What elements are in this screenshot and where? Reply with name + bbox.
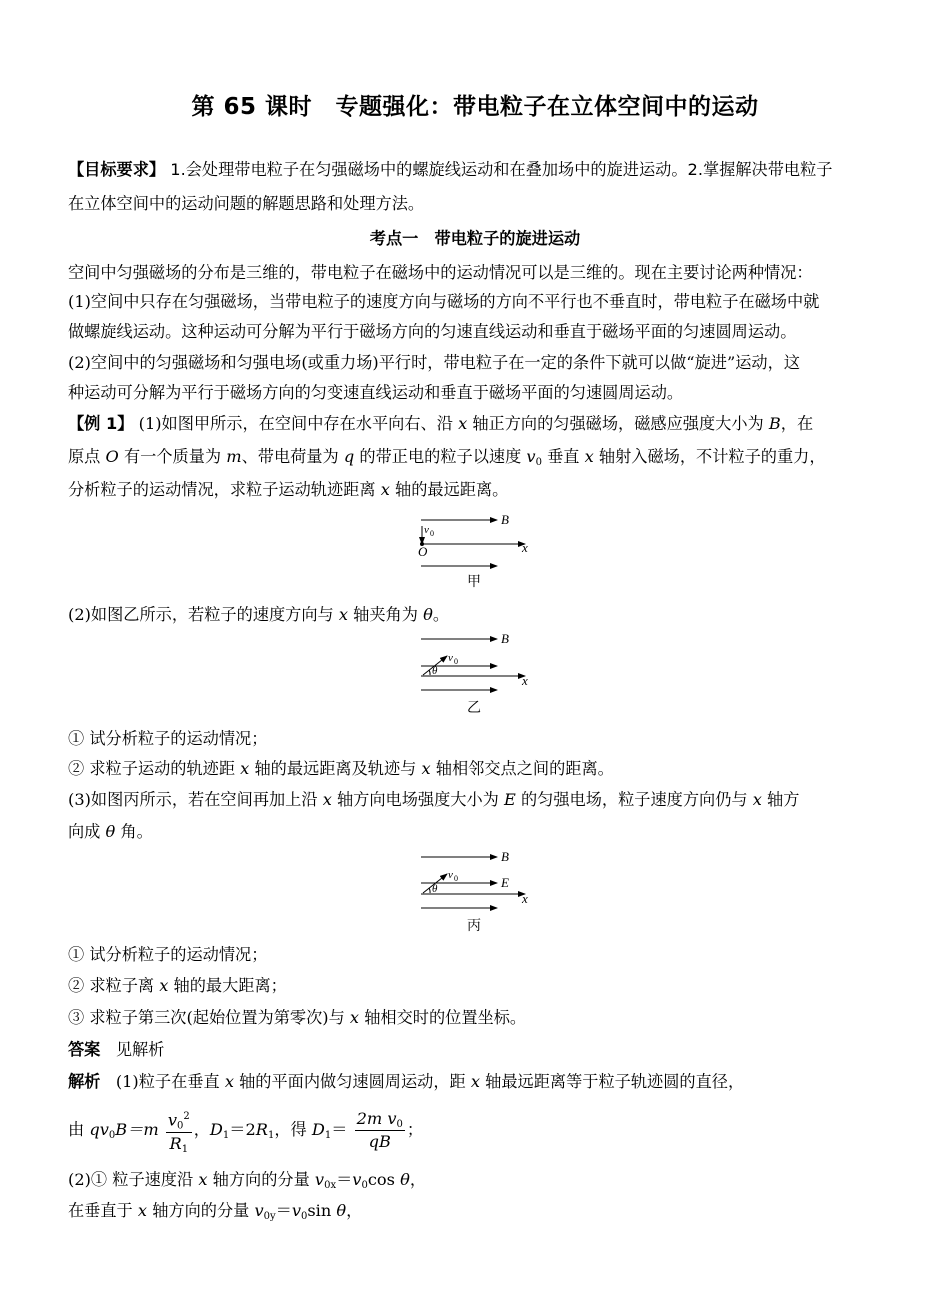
text: 轴射入磁场，不计粒子的重力， bbox=[593, 447, 826, 466]
label-x: x bbox=[522, 891, 528, 906]
symbol-x: x bbox=[322, 790, 332, 809]
text: 、带电荷量为 bbox=[241, 447, 344, 466]
text: ，得 bbox=[274, 1120, 312, 1139]
analysis-equation bbox=[68, 1104, 898, 1156]
text: 由 bbox=[68, 1120, 90, 1139]
subscript: 0 bbox=[535, 457, 542, 468]
label-theta: θ bbox=[432, 883, 438, 895]
figure-jia bbox=[405, 508, 545, 594]
angle-arc bbox=[429, 888, 430, 893]
text: ， bbox=[409, 1170, 427, 1189]
goal-label: 【目标要求】 bbox=[68, 160, 166, 179]
symbol-qv: qv bbox=[89, 1120, 109, 1139]
subscript: 1 bbox=[267, 1130, 275, 1141]
intro-line-3: 做螺旋线运动。这种运动可分解为平行于磁场方向的匀速直线运动和垂直于磁场平面的匀速圆周运动。 bbox=[68, 322, 797, 341]
symbol-2mv: 2m v bbox=[356, 1109, 397, 1128]
text: 轴相交时的位置坐标。 bbox=[359, 1008, 527, 1027]
example-p2-q2 bbox=[68, 759, 898, 779]
symbol-theta: θ bbox=[423, 605, 433, 624]
text: (2)如图乙所示，若粒子的速度方向与 bbox=[68, 605, 339, 624]
goal-line-1 bbox=[68, 160, 898, 180]
text: 轴的平面内做匀速圆周运动，距 bbox=[233, 1072, 471, 1091]
caption-bing: 丙 bbox=[467, 919, 481, 934]
text: ② 求粒子离 bbox=[68, 976, 160, 995]
symbol-v: v bbox=[167, 1110, 177, 1130]
text: 轴夹角为 bbox=[348, 605, 424, 624]
text: (2)① 粒子速度沿 bbox=[68, 1170, 199, 1189]
subscript: 1 bbox=[222, 1130, 230, 1141]
symbol-x: x bbox=[349, 1008, 360, 1027]
text: (1)粒子在垂直 bbox=[115, 1072, 225, 1091]
text: ， bbox=[346, 1201, 363, 1220]
text: 有一个质量为 bbox=[118, 447, 227, 466]
text: 轴相邻交点之间的距离。 bbox=[430, 759, 614, 778]
label-v0-sub: 0 bbox=[454, 657, 458, 666]
text: 轴的最大距离； bbox=[168, 976, 287, 995]
text: 轴的最远距离。 bbox=[389, 480, 509, 499]
intro-line-1: 空间中匀强磁场的分布是三维的，带电粒子在磁场中的运动情况可以是三维的。现在主要讨论两种情况： bbox=[68, 263, 813, 282]
symbol-theta: θ bbox=[400, 1170, 410, 1189]
angle-arc bbox=[429, 670, 430, 675]
text: ＝ bbox=[331, 1120, 348, 1139]
text: 角。 bbox=[115, 822, 153, 841]
example-p3-line-2 bbox=[68, 822, 898, 842]
text: ，在 bbox=[780, 414, 814, 433]
intro-line-5: 种运动可分解为平行于磁场方向的匀变速直线运动和垂直于磁场平面的匀速圆周运动。 bbox=[68, 383, 684, 402]
example-p2-q1: ① 试分析粒子的运动情况； bbox=[68, 729, 268, 748]
answer-line bbox=[68, 1040, 898, 1060]
text: 轴方向的分量 bbox=[147, 1201, 255, 1220]
symbol-m: m bbox=[226, 447, 242, 466]
subscript: 0 bbox=[176, 1120, 184, 1132]
goal-text-1: 1.会处理带电粒子在匀强磁场中的螺旋线运动和在叠加场中的旋进运动。2.掌握解决带电粒子 bbox=[170, 160, 833, 179]
page-title: 第 65 课时 专题强化：带电粒子在立体空间中的运动 bbox=[191, 94, 759, 120]
symbol-q: q bbox=[343, 447, 355, 466]
symbol-x: x bbox=[224, 1072, 234, 1091]
label-theta: θ bbox=[432, 665, 438, 677]
subscript: 0 bbox=[396, 1119, 403, 1130]
label-v0-sub: 0 bbox=[430, 529, 434, 538]
text: 轴方向的分量 bbox=[207, 1170, 315, 1189]
label-v0: v bbox=[448, 652, 453, 664]
answer-label: 答案 bbox=[68, 1040, 101, 1059]
example-p1-line-2 bbox=[68, 447, 898, 467]
subscript: 0 bbox=[300, 1211, 308, 1222]
symbol-v: v bbox=[352, 1170, 362, 1189]
symbol-D: D bbox=[209, 1120, 223, 1139]
label-O: O bbox=[418, 544, 428, 559]
symbol-qB: qB bbox=[368, 1132, 391, 1151]
figure-yi bbox=[405, 628, 545, 720]
label-v0: v bbox=[448, 869, 453, 881]
symbol-x: x bbox=[421, 759, 431, 778]
subscript: 1 bbox=[181, 1143, 189, 1155]
text: cos bbox=[367, 1170, 401, 1189]
goal-line-2: 在立体空间中的运动问题的解题思路和处理方法。 bbox=[68, 194, 425, 213]
symbol-theta: θ bbox=[105, 822, 116, 841]
symbol-x: x bbox=[752, 790, 762, 809]
text: ， bbox=[193, 1120, 210, 1139]
text: ； bbox=[406, 1120, 424, 1139]
text: 在垂直于 bbox=[68, 1201, 138, 1220]
symbol-x: x bbox=[159, 976, 169, 995]
text: 的匀强电场，粒子速度方向仍与 bbox=[515, 790, 753, 809]
symbol-x: x bbox=[380, 480, 390, 499]
example-p3-q1: ① 试分析粒子的运动情况； bbox=[68, 945, 268, 964]
text: 分析粒子的运动情况，求粒子运动轨迹距离 bbox=[68, 480, 381, 499]
caption-yi: 乙 bbox=[467, 701, 481, 716]
text: 的带正电的粒子以速度 bbox=[354, 447, 527, 466]
label-v0: v bbox=[424, 524, 429, 536]
symbol-Bm: B＝m bbox=[115, 1120, 159, 1139]
caption-jia: 甲 bbox=[467, 575, 481, 590]
symbol-x: x bbox=[470, 1072, 481, 1091]
text: ＝ bbox=[336, 1170, 353, 1189]
label-x: x bbox=[522, 673, 528, 688]
symbol-x: x bbox=[240, 759, 250, 778]
example-p2-line bbox=[68, 605, 898, 625]
analysis-line-3 bbox=[68, 1170, 898, 1190]
symbol-x: x bbox=[198, 1170, 208, 1189]
symbol-x: x bbox=[137, 1201, 148, 1220]
figure-bing bbox=[405, 846, 545, 938]
symbol-E: E bbox=[504, 790, 516, 809]
numerator bbox=[355, 1108, 405, 1131]
symbol-v: v bbox=[314, 1170, 325, 1189]
example-p3-line-1 bbox=[68, 790, 898, 810]
subscript: 0y bbox=[263, 1211, 276, 1222]
label-B: B bbox=[501, 631, 509, 646]
denominator bbox=[166, 1133, 192, 1155]
symbol-theta: θ bbox=[336, 1201, 347, 1220]
label-E: E bbox=[501, 875, 509, 890]
example-p1-line-1 bbox=[68, 414, 898, 434]
superscript: 2 bbox=[183, 1111, 190, 1123]
subscript: 0x bbox=[324, 1180, 337, 1191]
analysis-label: 解析 bbox=[68, 1072, 101, 1091]
text: ② 求粒子运动的轨迹距 bbox=[68, 759, 241, 778]
symbol-x: x bbox=[584, 447, 594, 466]
analysis-line-1 bbox=[68, 1072, 898, 1092]
text: ＝ bbox=[275, 1201, 292, 1220]
example-label: 【例 1】 bbox=[68, 414, 134, 433]
section-heading: 考点一 带电粒子的旋进运动 bbox=[369, 229, 581, 248]
label-B: B bbox=[501, 849, 509, 864]
text: 轴最远距离等于粒子轨迹圆的直径， bbox=[480, 1072, 745, 1091]
example-p1-line-3 bbox=[68, 480, 898, 500]
text: 轴正方向的匀强磁场，磁感应强度大小为 bbox=[467, 414, 769, 433]
example-p3-q2 bbox=[68, 976, 898, 996]
answer-text: 见解析 bbox=[115, 1040, 165, 1059]
label-x: x bbox=[522, 540, 528, 555]
intro-line-2: (1)空间中只存在匀强磁场，当带电粒子的速度方向与磁场的方向不平行也不垂直时，带电粒子在磁场中就 bbox=[68, 292, 820, 311]
symbol-x: x bbox=[338, 605, 349, 624]
text: 原点 bbox=[68, 447, 106, 466]
symbol-v: v bbox=[526, 447, 536, 466]
text: ＝2 bbox=[229, 1120, 256, 1139]
intro-line-4: (2)空间中的匀强磁场和匀强电场(或重力场)平行时，带电粒子在一定的条件下就可以做“旋进”运动，这 bbox=[68, 353, 800, 372]
symbol-O: O bbox=[105, 447, 119, 466]
fraction-2mv0-over-qB bbox=[355, 1108, 405, 1153]
symbol-D: D bbox=[311, 1120, 325, 1139]
text: sin bbox=[307, 1201, 337, 1220]
text: 垂直 bbox=[541, 447, 585, 466]
example-p3-q3 bbox=[68, 1008, 898, 1028]
symbol-x: x bbox=[458, 414, 468, 433]
denominator bbox=[355, 1131, 405, 1153]
symbol-R: R bbox=[255, 1120, 268, 1139]
text: 向成 bbox=[68, 822, 106, 841]
label-B: B bbox=[501, 512, 509, 527]
symbol-R: R bbox=[169, 1133, 182, 1153]
analysis-line-4 bbox=[68, 1201, 898, 1221]
symbol-v: v bbox=[254, 1201, 264, 1220]
subscript: 0 bbox=[108, 1130, 116, 1141]
fraction-v0sq-over-R1 bbox=[166, 1106, 192, 1154]
text: (3)如图丙所示，若在空间再加上沿 bbox=[68, 790, 323, 809]
text: (1)如图甲所示，在空间中存在水平向右、沿 bbox=[138, 414, 459, 433]
label-v0-sub: 0 bbox=[454, 874, 458, 883]
text: 。 bbox=[432, 605, 450, 624]
text: 轴方向电场强度大小为 bbox=[331, 790, 505, 809]
text: ③ 求粒子第三次(起始位置为第零次)与 bbox=[68, 1008, 350, 1027]
symbol-v: v bbox=[291, 1201, 301, 1220]
subscript: 0 bbox=[361, 1180, 368, 1191]
numerator bbox=[166, 1106, 192, 1132]
symbol-B: B bbox=[768, 414, 781, 433]
text: 轴的最远距离及轨迹与 bbox=[249, 759, 422, 778]
subscript: 1 bbox=[324, 1130, 332, 1141]
text: 轴方 bbox=[761, 790, 800, 809]
